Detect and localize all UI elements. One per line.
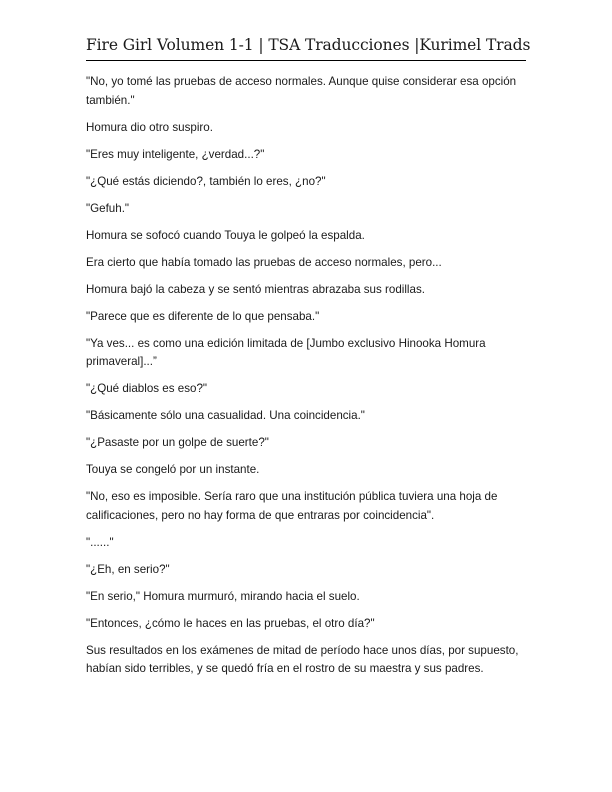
paragraph: "......" xyxy=(86,535,114,549)
paragraph: "Eres muy inteligente, ¿verdad...?" xyxy=(86,147,265,161)
header-divider xyxy=(86,60,526,61)
paragraph: "No, eso es imposible. Sería raro que una institución pública tuviera una hoja de calificaciones, pero no hay forma de que entraras por coincidencia". xyxy=(86,490,498,522)
paragraph: "Parece que es diferente de lo que pensaba." xyxy=(86,309,320,323)
paragraph: "Básicamente sólo una casualidad. Una coincidencia." xyxy=(86,409,365,422)
paragraph: "¿Pasaste por un golpe de suerte?" xyxy=(86,436,269,449)
paragraph: Homura bajó la cabeza y se sentó mientras abrazaba sus rodillas. xyxy=(86,282,425,296)
paragraph: "¿Qué diablos es eso?" xyxy=(86,382,208,395)
paragraph: "¿Qué estás diciendo?, también lo eres, ¿no?" xyxy=(86,174,326,188)
paragraph: Homura se sofocó cuando Touya le golpeó la espalda. xyxy=(86,228,365,242)
paragraph: "No, yo tomé las pruebas de acceso normales. Aunque quise considerar esa opción también." xyxy=(86,75,517,107)
paragraph: "Ya ves... es como una edición limitada de [Jumbo exclusivo Hinooka Homura primaveral]...” xyxy=(86,336,486,368)
paragraph: "En serio," Homura murmuró, mirando hacia el suelo. xyxy=(86,589,360,603)
paragraph: "Gefuh." xyxy=(86,201,130,215)
paragraph: Touya se congeló por un instante. xyxy=(86,463,260,476)
paragraph: "Entonces, ¿cómo le haces en las pruebas, el otro día?" xyxy=(86,616,375,630)
page-header: Fire Girl Volumen 1-1 | TSA Traducciones |Kurimel Trads xyxy=(86,36,531,54)
paragraph: Era cierto que había tomado las pruebas de acceso normales, pero... xyxy=(86,255,442,269)
document-body xyxy=(86,73,526,687)
paragraph: Homura dio otro suspiro. xyxy=(86,120,213,134)
paragraph: Sus resultados en los exámenes de mitad de período hace unos días, por supuesto, habían sido terribles, y se quedó fría en el rostro de su maestra y sus padres. xyxy=(86,643,519,675)
paragraph: "¿Eh, en serio?" xyxy=(86,562,170,576)
